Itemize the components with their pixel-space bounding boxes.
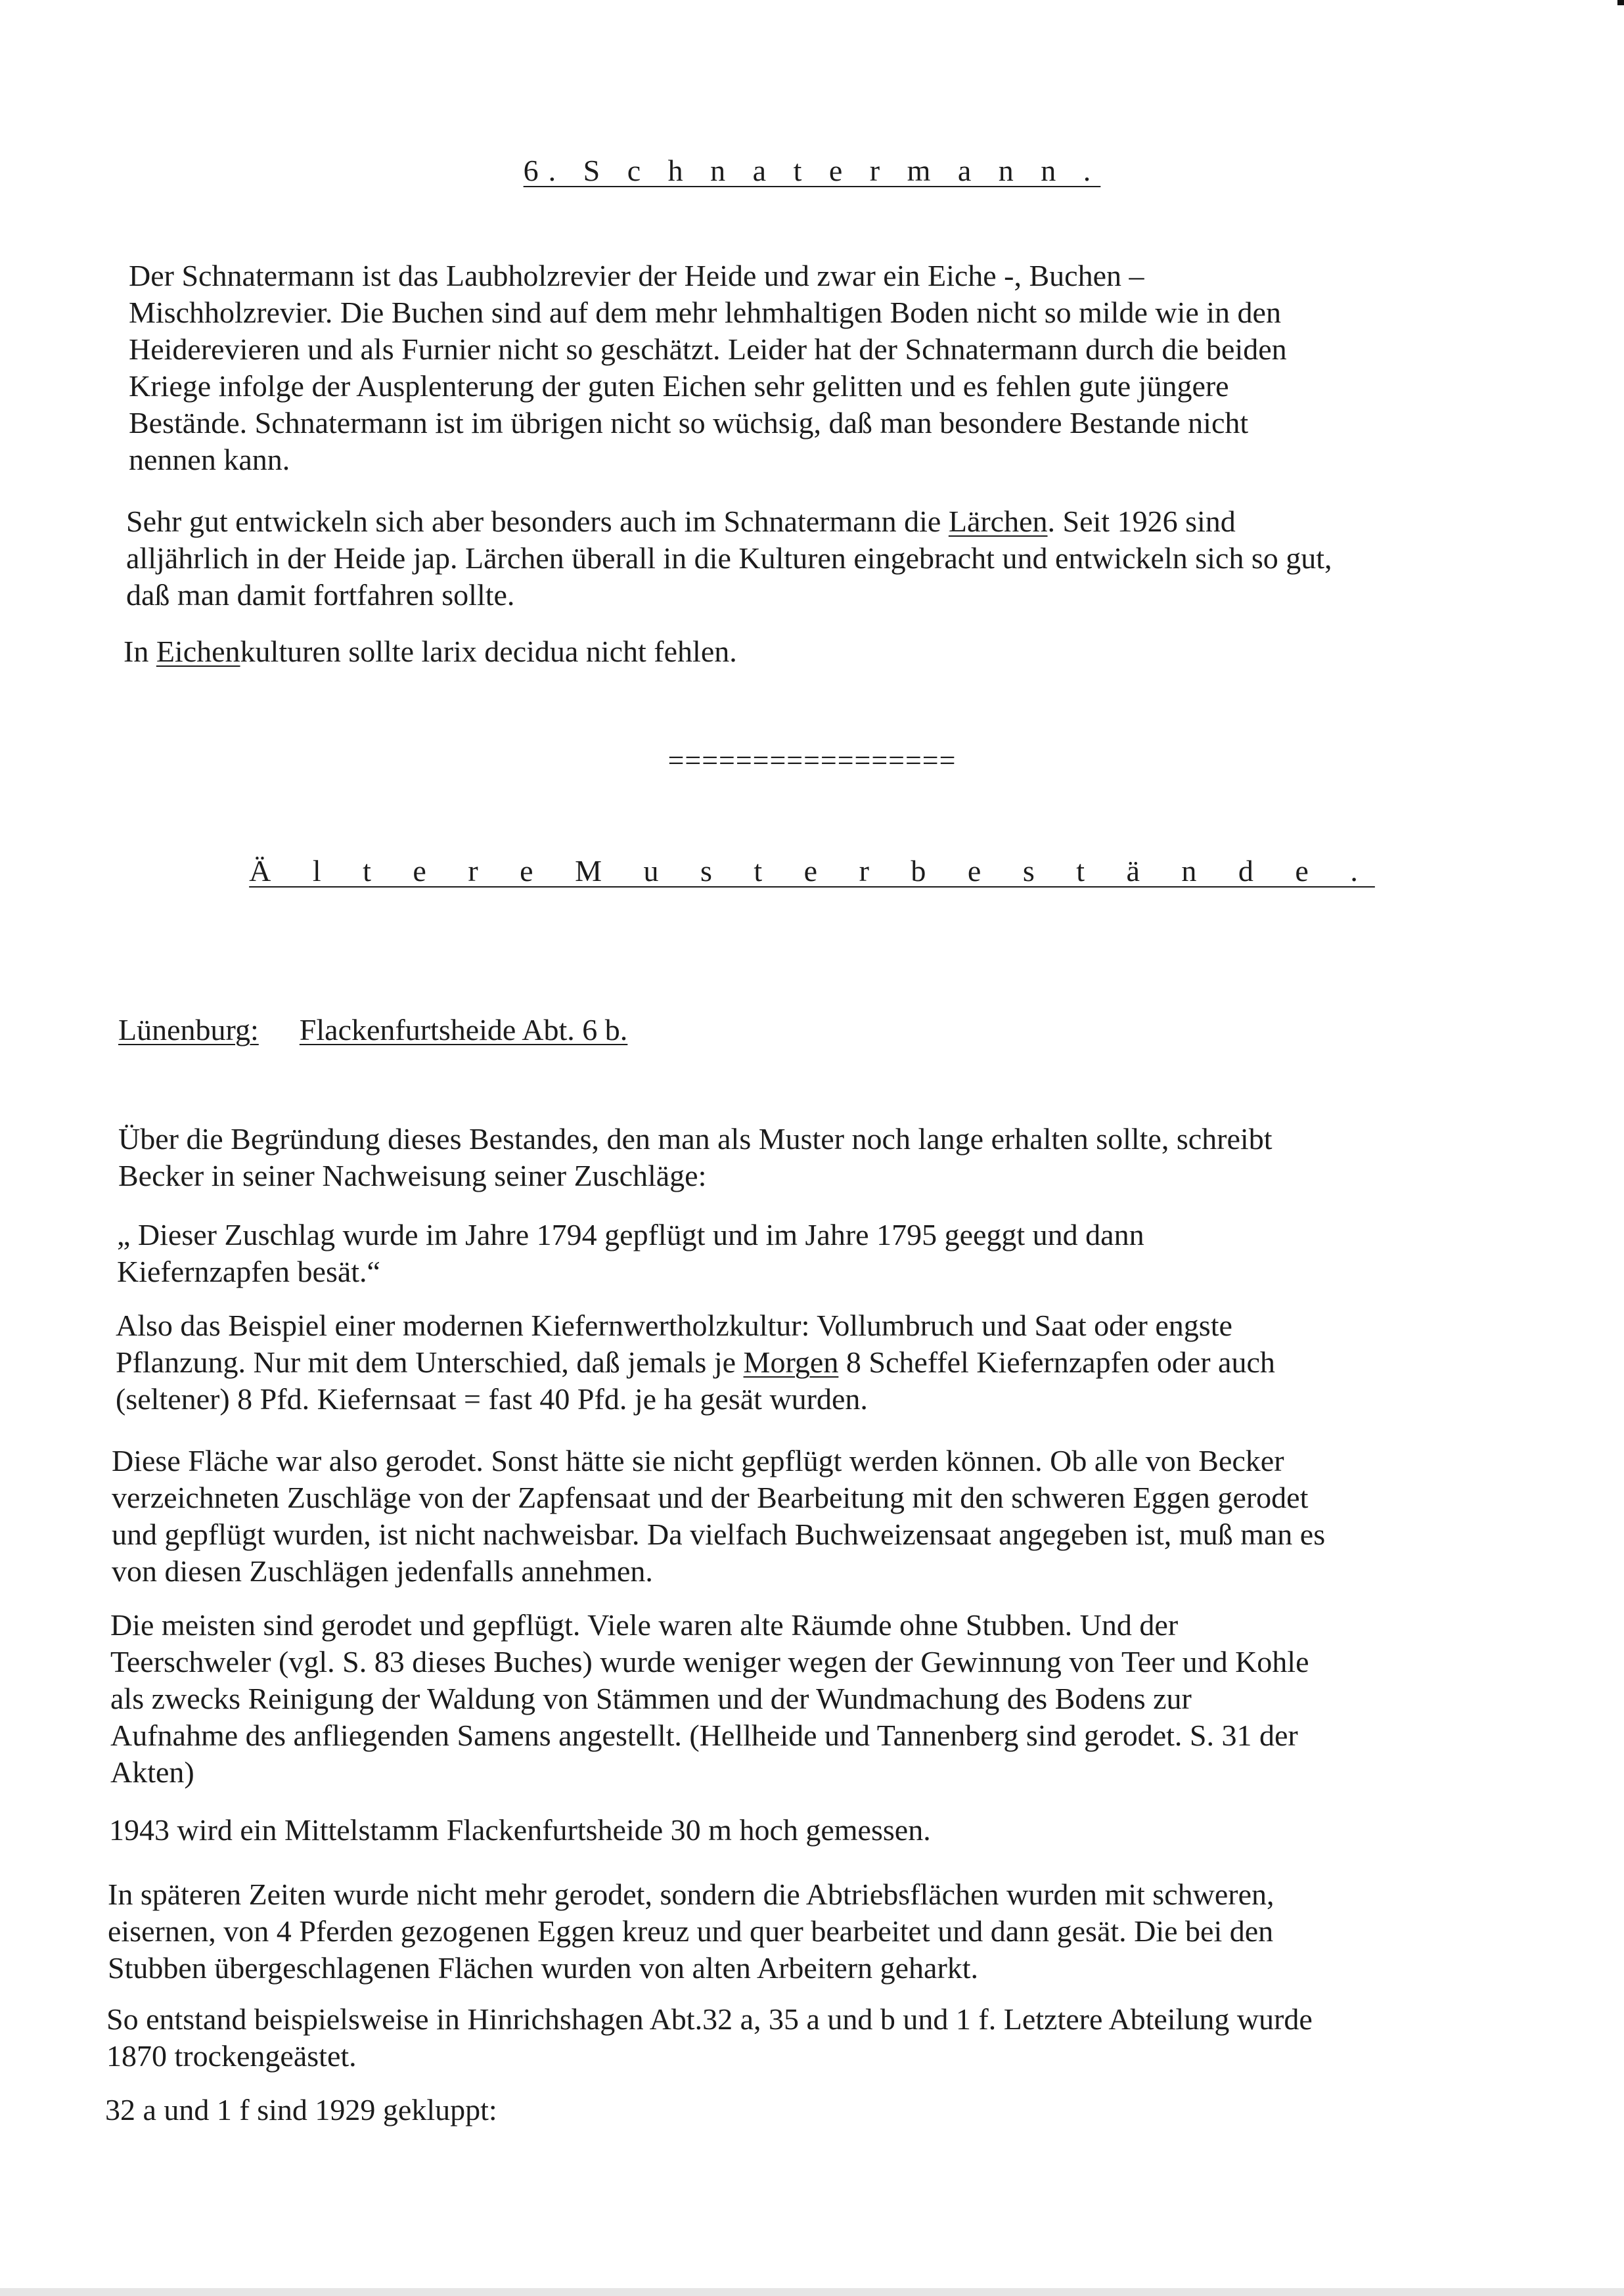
muster-paragraph-5 [110, 1607, 1309, 1791]
text-segment: Pflanzung. Nur mit dem Unterschied, daß jemals je [116, 1345, 744, 1379]
text-line: Kriege infolge der Ausplenterung der guten Eichen sehr gelitten und es fehlen gute jüngere [129, 369, 1229, 403]
text-line [116, 1344, 1275, 1381]
text-line: Bestände. Schnatermann ist im übrigen nicht so wüchsig, daß man besondere Bestande nicht [129, 406, 1249, 439]
text-line: von diesen Zuschlägen jedenfalls annehmen. [112, 1554, 653, 1588]
text-line: Der Schnatermann ist das Laubholzrevier der Heide und zwar ein Eiche -, Buchen – [129, 259, 1144, 292]
text-line: Teerschweler (vgl. S. 83 dieses Buches) wurde weniger wegen der Gewinnung von Teer und Kohle [110, 1645, 1309, 1678]
text-line: Kiefernzapfen besät.“ [117, 1255, 380, 1288]
text-segment: . Seit 1926 sind [1047, 505, 1236, 538]
text-line: Die meisten sind gerodet und gepflügt. Viele waren alte Räumde ohne Stubben. Und der [110, 1608, 1179, 1642]
muster-paragraph-7 [108, 1876, 1274, 1987]
text-line [126, 503, 1332, 540]
muster-paragraph-3 [116, 1307, 1275, 1418]
location-site: Flackenfurtsheide Abt. 6 b. [299, 1013, 628, 1047]
schnatermann-paragraph-3 [124, 633, 737, 670]
text-line: Stubben übergeschlagenen Flächen wurden von alten Arbeitern geharkt. [108, 1951, 979, 1985]
text-segment: Sehr gut entwickeln sich aber besonders auch im Schnatermann die [126, 505, 949, 538]
text-line: (seltener) 8 Pfd. Kiefernsaat = fast 40 Pfd. je ha gesät wurden. [116, 1382, 868, 1416]
text-line: Mischholzrevier. Die Buchen sind auf dem mehr lehmhaltigen Boden nicht so milde wie in den [129, 296, 1281, 329]
text-line: verzeichneten Zuschläge von der Zapfensaat und der Bearbeitung mit den schweren Eggen gerodet [112, 1481, 1309, 1514]
subsection-title-text: Ä l t e r e M u s t e r b e s t ä n d e . [249, 854, 1375, 888]
text-line: Becker in seiner Nachweisung seiner Zuschläge: [118, 1159, 707, 1192]
text-line: Heiderevieren und als Furnier nicht so geschätzt. Leider hat der Schnatermann durch die beiden [129, 332, 1287, 366]
muster-paragraph-8 [106, 2001, 1313, 2075]
underlined-term-morgen: Morgen [743, 1345, 839, 1379]
section-title-text: 6. S c h n a t e r m a n n . [523, 154, 1101, 187]
text-line: 32 a und 1 f sind 1929 gekluppt: [105, 2093, 497, 2127]
underlined-term-laerchen: Lärchen [948, 505, 1048, 538]
underlined-term-eichen: Eichen [156, 635, 240, 668]
text-line: 1943 wird ein Mittelstamm Flackenfurtsheide 30 m hoch gemessen. [109, 1813, 931, 1847]
text-line: als zwecks Reinigung der Waldung von Stämmen und der Wundmachung des Bodens zur [110, 1682, 1192, 1715]
muster-paragraph-2 [117, 1217, 1144, 1290]
text-segment: In [124, 635, 156, 668]
muster-paragraph-9 [105, 2092, 497, 2128]
text-line: nennen kann. [129, 443, 290, 476]
text-line: 1870 trockengeästet. [106, 2039, 357, 2073]
text-line: In späteren Zeiten wurde nicht mehr gerodet, sondern die Abtriebsflächen wurden mit schweren, [108, 1878, 1274, 1911]
text-segment: 8 Scheffel Kiefernzapfen oder auch [838, 1345, 1275, 1379]
section-title [0, 152, 1624, 189]
schnatermann-paragraph-2 [126, 503, 1332, 614]
text-line: alljährlich in der Heide jap. Lärchen überall in die Kulturen eingebracht und entwickeln sich so gut, [126, 541, 1332, 575]
scan-edge-mark [1617, 0, 1624, 5]
text-line: Aufnahme des anfliegenden Samens angestellt. (Hellheide und Tannenberg sind gerodet. S. 31 der [110, 1719, 1298, 1752]
muster-paragraph-4 [112, 1443, 1325, 1590]
text-line: daß man damit fortfahren sollte. [126, 578, 515, 612]
text-line: und gepflügt wurden, ist nicht nachweisbar. Da vielfach Buchweizensaat angegeben ist, muß man es [112, 1518, 1326, 1551]
text-line: So entstand beispielsweise in Hinrichshagen Abt.32 a, 35 a und b und 1 f. Letztere Abteilung wurde [106, 2002, 1313, 2036]
scan-bottom-edge [0, 2288, 1624, 2296]
muster-paragraph-6 [109, 1812, 931, 1849]
text-line [124, 633, 737, 670]
text-line: eisernen, von 4 Pferden gezogenen Eggen kreuz und quer bearbeitet und dann gesät. Die bei den [108, 1914, 1274, 1948]
schnatermann-paragraph-1 [129, 258, 1287, 478]
location-place: Lünenburg: [118, 1013, 259, 1047]
section-divider: ================= [667, 744, 957, 777]
text-line: Akten) [110, 1755, 194, 1789]
text-segment: kulturen sollte larix decidua nicht fehlen. [240, 635, 737, 668]
text-line: Diese Fläche war also gerodet. Sonst hätte sie nicht gepflügt werden können. Ob alle von Becker [112, 1444, 1284, 1477]
text-line: „ Dieser Zuschlag wurde im Jahre 1794 gepflügt und im Jahre 1795 geeggt und dann [117, 1218, 1144, 1251]
muster-paragraph-1 [118, 1121, 1272, 1194]
text-line: Über die Begründung dieses Bestandes, den man als Muster noch lange erhalten sollte, schreibt [118, 1122, 1273, 1156]
subsection-title [0, 853, 1624, 889]
text-line: Also das Beispiel einer modernen Kiefernwertholzkultur: Vollumbruch und Saat oder engste [116, 1309, 1232, 1342]
location-heading [118, 1012, 627, 1048]
